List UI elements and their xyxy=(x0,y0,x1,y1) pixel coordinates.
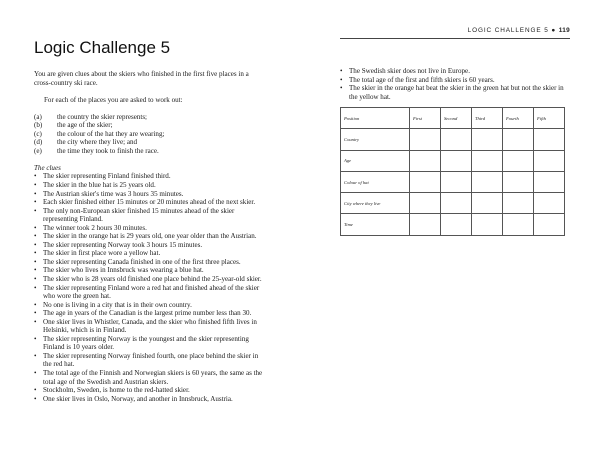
grid-cell[interactable] xyxy=(472,193,503,214)
clue-item: • The skier representing Norway finished fourth, one place behind the skier in the red hat. xyxy=(34,352,266,369)
part-text: the city where they live; and xyxy=(57,138,138,147)
clue-item: • The skier who is 28 years old finished one place behind the 25-year-old skier. xyxy=(34,275,266,284)
grid-cell[interactable] xyxy=(441,129,472,150)
grid-cell[interactable] xyxy=(441,171,472,192)
grid-cell[interactable] xyxy=(441,214,472,235)
instruction-line: For each of the places you are asked to work out: xyxy=(44,95,183,104)
clue-item: • The Swedish skier does not live in Europe. xyxy=(340,67,566,76)
clue-item: • The skier in the orange hat beat the skier in the green hat but not the skier in the yellow hat. xyxy=(340,84,566,101)
clues-list-continued xyxy=(340,67,566,101)
grid-cell[interactable] xyxy=(534,214,565,235)
running-head-separator: ● xyxy=(551,27,559,34)
grid-cell[interactable] xyxy=(503,150,534,171)
part-label: (e) xyxy=(34,146,42,155)
clue-item: • The age in years of the Canadian is the largest prime number less than 30. xyxy=(34,309,266,318)
clues-list xyxy=(34,172,266,403)
grid-cell[interactable] xyxy=(472,171,503,192)
grid-header-row xyxy=(341,108,565,129)
grid-cell[interactable] xyxy=(472,214,503,235)
part-label: (d) xyxy=(34,138,43,147)
right-body-text xyxy=(340,67,566,101)
part-text: the colour of the hat they are wearing; xyxy=(57,129,165,138)
part-text: the age of the skier; xyxy=(57,121,113,130)
clue-item: • The total age of the first and fifth skiers is 60 years. xyxy=(340,76,566,85)
list-item xyxy=(34,130,266,139)
clue-item: • The skier representing Canada finished in one of the first three places. xyxy=(34,258,266,267)
grid-header-cell: Fourth xyxy=(503,108,534,129)
clue-item: • The skier in the blue hat is 25 years old. xyxy=(34,181,266,190)
clues-heading: The clues xyxy=(34,163,61,172)
clue-item: • The skier who lives in Innsbruck was wearing a blue hat. xyxy=(34,266,266,275)
grid-row-label: City where they live xyxy=(341,193,410,214)
grid-cell[interactable] xyxy=(410,214,441,235)
chapter-title: Logic Challenge 5 xyxy=(34,38,171,57)
clue-item: • The skier representing Norway took 3 hours 15 minutes. xyxy=(34,241,266,250)
parts-list xyxy=(34,113,266,156)
part-text: the country the skier represents; xyxy=(57,112,148,121)
grid-row xyxy=(341,171,565,192)
grid-cell[interactable] xyxy=(410,150,441,171)
grid-cell[interactable] xyxy=(503,171,534,192)
grid-row-label: Colour of hat xyxy=(341,171,410,192)
grid-cell[interactable] xyxy=(534,171,565,192)
clue-item: • Each skier finished either 15 minutes or 20 minutes ahead of the next skier. xyxy=(34,198,266,207)
grid-header-cell: Second xyxy=(441,108,472,129)
clue-item: • The skier in the orange hat is 29 years old, one year older than the Austrian. xyxy=(34,232,266,241)
part-text: the time they took to finish the race. xyxy=(57,146,159,155)
clue-item: • The winner took 2 hours 30 minutes. xyxy=(34,224,266,233)
running-head xyxy=(468,27,570,34)
grid-cell[interactable] xyxy=(410,171,441,192)
clue-item: • The skier in first place wore a yellow hat. xyxy=(34,249,266,258)
clue-item: • One skier lives in Whistler, Canada, and the skier who finished fifth lives in Helsinki, which is in Finland. xyxy=(34,318,266,335)
grid-cell[interactable] xyxy=(441,193,472,214)
list-item xyxy=(34,147,266,156)
grid-cell[interactable] xyxy=(410,193,441,214)
grid-row xyxy=(341,193,565,214)
part-label: (b) xyxy=(34,121,43,130)
clue-item: • One skier lives in Oslo, Norway, and another in Innsbruck, Austria. xyxy=(34,395,266,404)
grid-cell[interactable] xyxy=(441,150,472,171)
intro-paragraph: You are given clues about the skiers who finished in the first five places in a cross-country ski race. xyxy=(34,70,249,87)
grid-cell[interactable] xyxy=(410,129,441,150)
grid-row xyxy=(341,129,565,150)
grid-cell[interactable] xyxy=(534,129,565,150)
clue-item: • The skier representing Finland wore a red hat and finished ahead of the skier who wore the green hat. xyxy=(34,284,266,301)
grid-row xyxy=(341,150,565,171)
page-number: 119 xyxy=(558,27,570,34)
header-rule xyxy=(340,38,570,39)
clue-item: • The skier representing Norway is the youngest and the skier representing Finland is 10 years older. xyxy=(34,335,266,352)
grid-cell[interactable] xyxy=(503,129,534,150)
clue-item: • Stockholm, Sweden, is home to the red-hatted skier. xyxy=(34,386,266,395)
grid-header-cell: Fifth xyxy=(534,108,565,129)
grid-cell[interactable] xyxy=(503,193,534,214)
clue-item: • The total age of the Finnish and Norwegian skiers is 60 years, the same as the total age of the Swedish and Austrian skiers. xyxy=(34,369,266,386)
list-item xyxy=(34,121,266,130)
grid-row xyxy=(341,214,565,235)
list-item xyxy=(34,138,266,147)
right-page xyxy=(300,0,600,459)
part-label: (a) xyxy=(34,112,42,121)
list-item xyxy=(34,113,266,122)
grid-header-cell: First xyxy=(410,108,441,129)
grid-row-label: Time xyxy=(341,214,410,235)
grid-header-cell: Position xyxy=(341,108,410,129)
grid-cell[interactable] xyxy=(534,150,565,171)
grid-cell[interactable] xyxy=(472,129,503,150)
running-head-title: LOGIC CHALLENGE 5 xyxy=(467,27,549,34)
grid-header-cell: Third xyxy=(472,108,503,129)
grid-row-label: Age xyxy=(341,150,410,171)
clue-item: • No one is living in a city that is in their own country. xyxy=(34,301,266,310)
part-label: (c) xyxy=(34,129,42,138)
clue-item: • The only non-European skier finished 15 minutes ahead of the skier representing Finland. xyxy=(34,207,266,224)
grid-row-label: Country xyxy=(341,129,410,150)
grid-cell[interactable] xyxy=(503,214,534,235)
grid-cell[interactable] xyxy=(534,193,565,214)
clue-item: • The skier representing Finland finished third. xyxy=(34,172,266,181)
solution-grid xyxy=(340,107,565,236)
clue-item: • The Austrian skier's time was 3 hours 35 minutes. xyxy=(34,190,266,199)
grid-cell[interactable] xyxy=(472,150,503,171)
left-body-text xyxy=(34,70,266,403)
